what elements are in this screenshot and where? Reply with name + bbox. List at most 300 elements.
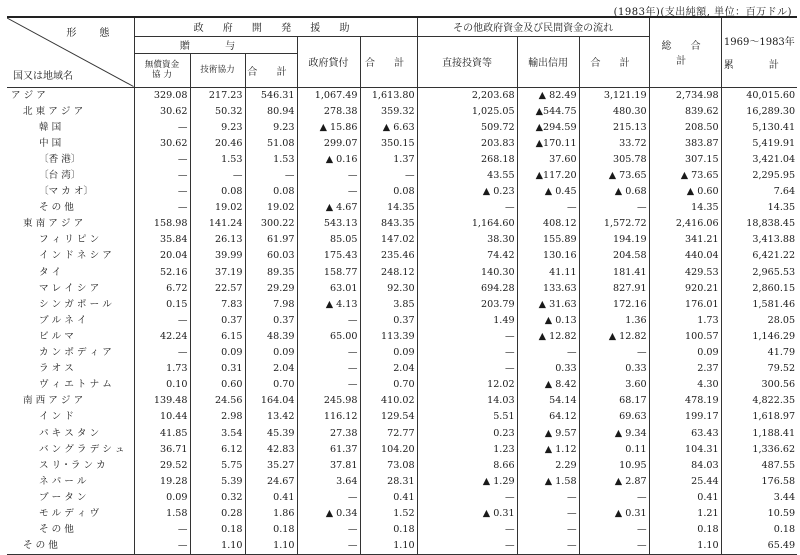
table-row	[7, 87, 797, 104]
value-cell: —	[417, 345, 517, 361]
region-name-text: モ ル デ ィ ヴ	[39, 507, 100, 519]
value-cell: 29.52	[134, 458, 190, 474]
region-name	[7, 409, 134, 425]
value-cell: 36.71	[134, 442, 190, 458]
value-cell: 22.57	[190, 281, 245, 297]
value-cell: 1.49	[417, 313, 517, 329]
region-name	[7, 377, 134, 393]
header-region-label: 国又は地域名	[13, 70, 73, 82]
value-cell: 1.86	[245, 506, 297, 522]
value-cell: —	[417, 538, 517, 555]
value-cell: 35.84	[134, 232, 190, 248]
region-name	[7, 490, 134, 506]
value-cell: —	[134, 152, 190, 168]
value-cell: 64.12	[517, 409, 579, 425]
value-cell: 0.41	[360, 490, 417, 506]
value-cell: 1.37	[360, 152, 417, 168]
value-cell: 0.37	[245, 313, 297, 329]
region-name-text: 北 東 ア ジ ア	[23, 105, 84, 117]
value-cell: —	[134, 168, 190, 184]
value-cell: 10.95	[579, 458, 649, 474]
value-cell: —	[417, 361, 517, 377]
value-cell: 164.04	[245, 393, 297, 409]
value-cell: 73.08	[360, 458, 417, 474]
header-grant-aid: 無償資金 協 力	[134, 53, 190, 87]
value-cell: 19.28	[134, 474, 190, 490]
value-cell: 6.72	[134, 281, 190, 297]
value-cell: 2,734.98	[649, 87, 721, 104]
value-cell: 0.08	[190, 184, 245, 200]
value-cell: 0.18	[245, 522, 297, 538]
value-cell: 3.85	[360, 297, 417, 313]
header-loans: 政府貸付	[297, 36, 360, 87]
value-cell: —	[517, 490, 579, 506]
value-cell: 278.38	[297, 104, 360, 120]
header-grand-total: 総 合 計	[649, 17, 721, 87]
value-cell: ▲ 0.60	[649, 184, 721, 200]
value-cell: —	[517, 345, 579, 361]
value-cell: 827.91	[579, 281, 649, 297]
value-cell: —	[134, 120, 190, 136]
value-cell: 1.73	[134, 361, 190, 377]
value-cell: —	[297, 184, 360, 200]
value-cell: 20.46	[190, 136, 245, 152]
region-name	[7, 104, 134, 120]
value-cell: —	[297, 522, 360, 538]
value-cell: 80.94	[245, 104, 297, 120]
region-name-text: ブ ル ネ イ	[39, 314, 87, 326]
table-row	[7, 522, 797, 538]
table-row	[7, 458, 797, 474]
value-cell: 1.23	[417, 442, 517, 458]
header-cum-label: 累 計	[723, 60, 795, 72]
table-row	[7, 377, 797, 393]
value-cell: ▲ 2.87	[579, 474, 649, 490]
value-cell: 14.35	[649, 200, 721, 216]
value-cell: ▲ 9.34	[579, 425, 649, 441]
value-cell: 1.53	[190, 152, 245, 168]
value-cell: 307.15	[649, 152, 721, 168]
value-cell: —	[517, 522, 579, 538]
value-cell: 68.17	[579, 393, 649, 409]
value-cell: 35.27	[245, 458, 297, 474]
region-name	[7, 442, 134, 458]
header-oda: 政 府 開 発 援 助	[134, 17, 417, 36]
value-cell: 3.60	[579, 377, 649, 393]
value-cell: 3.64	[297, 474, 360, 490]
value-cell: —	[297, 345, 360, 361]
value-cell: 341.21	[649, 232, 721, 248]
value-cell: 37.60	[517, 152, 579, 168]
value-cell: 245.98	[297, 393, 360, 409]
value-cell: ▲ 0.23	[417, 184, 517, 200]
region-name	[7, 281, 134, 297]
value-cell: ▲ 0.45	[517, 184, 579, 200]
value-cell: 0.09	[245, 345, 297, 361]
value-cell: 6,421.22	[721, 248, 797, 264]
value-cell: 43.55	[417, 168, 517, 184]
region-name	[7, 152, 134, 168]
region-name-text: タ イ	[39, 266, 62, 278]
region-name-text: そ の 他	[39, 202, 74, 214]
value-cell: 63.43	[649, 425, 721, 441]
value-cell: 7.64	[721, 184, 797, 200]
region-name	[7, 265, 134, 281]
value-cell: 147.02	[360, 232, 417, 248]
value-cell: ▲ 1.58	[517, 474, 579, 490]
value-cell: —	[134, 522, 190, 538]
value-cell: 37.19	[190, 265, 245, 281]
value-cell: —	[579, 538, 649, 555]
value-cell: 33.72	[579, 136, 649, 152]
region-name	[7, 200, 134, 216]
value-cell: 69.63	[579, 409, 649, 425]
value-cell: —	[245, 168, 297, 184]
table-row	[7, 152, 797, 168]
value-cell: 1,572.72	[579, 216, 649, 232]
value-cell: 0.37	[360, 313, 417, 329]
value-cell: 7.83	[190, 297, 245, 313]
value-cell: 0.18	[190, 522, 245, 538]
value-cell: 1.36	[579, 313, 649, 329]
region-name-text: そ の 他	[39, 524, 74, 536]
value-cell: 52.16	[134, 265, 190, 281]
value-cell: 129.54	[360, 409, 417, 425]
table-header	[7, 17, 797, 87]
value-cell: —	[579, 200, 649, 216]
value-cell: 158.77	[297, 265, 360, 281]
value-cell: 26.13	[190, 232, 245, 248]
value-cell: ▲ 31.63	[517, 297, 579, 313]
region-name	[7, 120, 134, 136]
value-cell: 79.52	[721, 361, 797, 377]
value-cell: 1.52	[360, 506, 417, 522]
value-cell: 546.31	[245, 87, 297, 104]
value-cell: 29.29	[245, 281, 297, 297]
value-cell: 350.15	[360, 136, 417, 152]
value-cell: 104.20	[360, 442, 417, 458]
value-cell: ▲ 73.65	[579, 168, 649, 184]
region-name-text: そ の 他	[23, 540, 58, 552]
value-cell: 0.18	[360, 522, 417, 538]
value-cell: 1,188.41	[721, 425, 797, 441]
value-cell: 0.08	[360, 184, 417, 200]
value-cell: 24.67	[245, 474, 297, 490]
region-name	[7, 538, 134, 555]
value-cell: 694.28	[417, 281, 517, 297]
value-cell: 12.02	[417, 377, 517, 393]
value-cell: 14.35	[360, 200, 417, 216]
value-cell: 2.29	[517, 458, 579, 474]
region-name	[7, 184, 134, 200]
value-cell: 5,130.41	[721, 120, 797, 136]
value-cell: 141.24	[190, 216, 245, 232]
value-cell: 0.37	[190, 313, 245, 329]
value-cell: —	[297, 377, 360, 393]
region-name-text: マ レ イ シ ア	[39, 282, 100, 294]
value-cell: 0.28	[190, 506, 245, 522]
value-cell: 5.51	[417, 409, 517, 425]
value-cell: —	[517, 506, 579, 522]
table-row	[7, 361, 797, 377]
region-name	[7, 425, 134, 441]
value-cell: 920.21	[649, 281, 721, 297]
value-cell: 20.04	[134, 248, 190, 264]
value-cell: 1,618.97	[721, 409, 797, 425]
value-cell: 7.98	[245, 297, 297, 313]
value-cell: 27.38	[297, 425, 360, 441]
value-cell: 113.39	[360, 329, 417, 345]
value-cell: ▲ 0.31	[417, 506, 517, 522]
value-cell: —	[297, 168, 360, 184]
value-cell: 0.08	[245, 184, 297, 200]
header-form-label: 形 態	[66, 28, 120, 39]
value-cell: 100.57	[649, 329, 721, 345]
value-cell: 13.42	[245, 409, 297, 425]
value-cell: 204.58	[579, 248, 649, 264]
value-cell: 139.48	[134, 393, 190, 409]
value-cell: 2.04	[360, 361, 417, 377]
value-cell: 84.03	[649, 458, 721, 474]
table-row	[7, 425, 797, 441]
value-cell: 0.41	[245, 490, 297, 506]
header-cum-years: 1969～1983年	[723, 37, 795, 49]
region-name-text: 〔香 港〕	[39, 153, 81, 165]
value-cell: 215.13	[579, 120, 649, 136]
value-cell: 130.16	[517, 248, 579, 264]
value-cell: 248.12	[360, 265, 417, 281]
value-cell: 16,289.30	[721, 104, 797, 120]
region-name-text: ラ オ ス	[39, 363, 74, 375]
value-cell: 268.18	[417, 152, 517, 168]
region-name	[7, 474, 134, 490]
value-cell: —	[417, 522, 517, 538]
value-cell: 39.99	[190, 248, 245, 264]
value-cell: ▲ 8.42	[517, 377, 579, 393]
value-cell: 0.18	[721, 522, 797, 538]
value-cell: 30.62	[134, 104, 190, 120]
value-cell: 2,965.53	[721, 265, 797, 281]
value-cell: 0.09	[649, 345, 721, 361]
table-row	[7, 409, 797, 425]
value-cell: 383.87	[649, 136, 721, 152]
value-cell: 0.10	[134, 377, 190, 393]
value-cell: 440.04	[649, 248, 721, 264]
value-cell: 2,860.15	[721, 281, 797, 297]
value-cell: 74.42	[417, 248, 517, 264]
region-name	[7, 87, 134, 104]
region-name-text: ヴ ィ エ ト ナ ム	[39, 379, 112, 391]
value-cell: 0.33	[579, 361, 649, 377]
value-cell: 217.23	[190, 87, 245, 104]
region-name-text: 〔台 湾〕	[39, 170, 81, 182]
value-cell: 37.81	[297, 458, 360, 474]
value-cell: —	[297, 490, 360, 506]
value-cell: ▲ 0.34	[297, 506, 360, 522]
region-name-text: イ ン ド ネ シ ア	[39, 250, 112, 262]
value-cell: 235.46	[360, 248, 417, 264]
value-cell: 199.17	[649, 409, 721, 425]
value-cell: —	[517, 200, 579, 216]
value-cell: 0.23	[417, 425, 517, 441]
value-cell: 1,336.62	[721, 442, 797, 458]
table-row	[7, 281, 797, 297]
table-row	[7, 313, 797, 329]
value-cell: ▲170.11	[517, 136, 579, 152]
region-name	[7, 313, 134, 329]
value-cell: 92.30	[360, 281, 417, 297]
value-cell: 9.23	[190, 120, 245, 136]
header-grant: 贈 与	[134, 36, 297, 53]
value-cell: 158.98	[134, 216, 190, 232]
value-cell: 28.31	[360, 474, 417, 490]
value-cell: 2.04	[245, 361, 297, 377]
value-cell: 140.30	[417, 265, 517, 281]
value-cell: 104.31	[649, 442, 721, 458]
value-cell: 50.32	[190, 104, 245, 120]
value-cell: 72.77	[360, 425, 417, 441]
value-cell: 175.43	[297, 248, 360, 264]
value-cell: —	[417, 490, 517, 506]
value-cell: ▲ 4.13	[297, 297, 360, 313]
value-cell: 305.78	[579, 152, 649, 168]
value-cell: —	[297, 361, 360, 377]
table-row	[7, 345, 797, 361]
region-name-text: ア ジ ア	[11, 89, 46, 101]
value-cell: ▲117.20	[517, 168, 579, 184]
table-row	[7, 538, 797, 555]
region-name-text: 韓 国	[39, 121, 62, 133]
table-row	[7, 506, 797, 522]
value-cell: 0.32	[190, 490, 245, 506]
header-export-credit: 輸出信用	[517, 36, 579, 87]
value-cell: 65.00	[297, 329, 360, 345]
table-row	[7, 184, 797, 200]
region-name-text: パ キ ス タ ン	[39, 427, 100, 439]
table-body	[7, 87, 797, 555]
value-cell: 45.39	[245, 425, 297, 441]
value-cell: 0.15	[134, 297, 190, 313]
value-cell: 1.53	[245, 152, 297, 168]
value-cell: 0.70	[245, 377, 297, 393]
header-other-flows: その他政府資金及び民間資金の流れ	[417, 17, 649, 36]
region-name-text: イ ン ド	[39, 411, 74, 423]
value-cell: ▲ 0.16	[297, 152, 360, 168]
region-name-text: 中 国	[39, 137, 62, 149]
value-cell: 509.72	[417, 120, 517, 136]
value-cell: 203.79	[417, 297, 517, 313]
value-cell: 410.02	[360, 393, 417, 409]
value-cell: 0.31	[190, 361, 245, 377]
value-cell: 1.10	[649, 538, 721, 555]
value-cell: 85.05	[297, 232, 360, 248]
region-name	[7, 136, 134, 152]
value-cell: 133.63	[517, 281, 579, 297]
value-cell: ▲ 1.12	[517, 442, 579, 458]
value-cell: ▲ 82.49	[517, 87, 579, 104]
value-cell: 0.18	[649, 522, 721, 538]
value-cell: 3,121.19	[579, 87, 649, 104]
value-cell: 300.56	[721, 377, 797, 393]
value-cell: 487.55	[721, 458, 797, 474]
value-cell: 0.09	[360, 345, 417, 361]
table-row	[7, 265, 797, 281]
region-name-text: カ ン ボ デ ィ ア	[39, 347, 112, 359]
value-cell: —	[134, 538, 190, 555]
table-row	[7, 474, 797, 490]
value-cell: ▲544.75	[517, 104, 579, 120]
region-name	[7, 168, 134, 184]
value-cell: —	[360, 168, 417, 184]
value-cell: 843.35	[360, 216, 417, 232]
region-name-text: シ ン ガ ポ ー ル	[39, 298, 112, 310]
table-row	[7, 200, 797, 216]
value-cell: 41.85	[134, 425, 190, 441]
value-cell: 6.15	[190, 329, 245, 345]
value-cell: —	[134, 200, 190, 216]
value-cell: 1,146.29	[721, 329, 797, 345]
value-cell: 3,413.88	[721, 232, 797, 248]
value-cell: ▲ 73.65	[649, 168, 721, 184]
value-cell: 1,025.05	[417, 104, 517, 120]
value-cell: ▲ 0.68	[579, 184, 649, 200]
table-row	[7, 248, 797, 264]
value-cell: 10.44	[134, 409, 190, 425]
unit-note: (1983年)(支出純額, 単位：百万ドル)	[613, 7, 792, 18]
value-cell: 203.83	[417, 136, 517, 152]
value-cell: 19.02	[245, 200, 297, 216]
value-cell: 54.14	[517, 393, 579, 409]
value-cell: 1.21	[649, 506, 721, 522]
value-cell: 5,419.91	[721, 136, 797, 152]
value-cell: 40,015.60	[721, 87, 797, 104]
value-cell: 18,838.45	[721, 216, 797, 232]
value-cell: —	[297, 313, 360, 329]
value-cell: 478.19	[649, 393, 721, 409]
value-cell: 48.39	[245, 329, 297, 345]
region-name	[7, 393, 134, 409]
value-cell: 2,203.68	[417, 87, 517, 104]
table-row	[7, 120, 797, 136]
header-other-total: 合 計	[579, 36, 649, 87]
value-cell: 1,067.49	[297, 87, 360, 104]
value-cell: —	[190, 168, 245, 184]
value-cell: 0.09	[190, 345, 245, 361]
value-cell: 10.59	[721, 506, 797, 522]
value-cell: 2,295.95	[721, 168, 797, 184]
value-cell: 5.39	[190, 474, 245, 490]
value-cell: 65.49	[721, 538, 797, 555]
value-cell: 61.37	[297, 442, 360, 458]
value-cell: 61.97	[245, 232, 297, 248]
value-cell: 1.58	[134, 506, 190, 522]
table-row	[7, 490, 797, 506]
header-oda-total: 合 計	[360, 36, 417, 87]
value-cell: —	[134, 313, 190, 329]
value-cell: 0.41	[649, 490, 721, 506]
value-cell: 4,822.35	[721, 393, 797, 409]
value-cell: —	[579, 490, 649, 506]
value-cell: —	[297, 538, 360, 555]
value-cell: 1,581.46	[721, 297, 797, 313]
value-cell: ▲ 0.31	[579, 506, 649, 522]
region-name-text: ビ ル マ	[39, 330, 74, 342]
value-cell: 89.35	[245, 265, 297, 281]
value-cell: 155.89	[517, 232, 579, 248]
value-cell: 208.50	[649, 120, 721, 136]
region-name	[7, 329, 134, 345]
value-cell: 5.75	[190, 458, 245, 474]
